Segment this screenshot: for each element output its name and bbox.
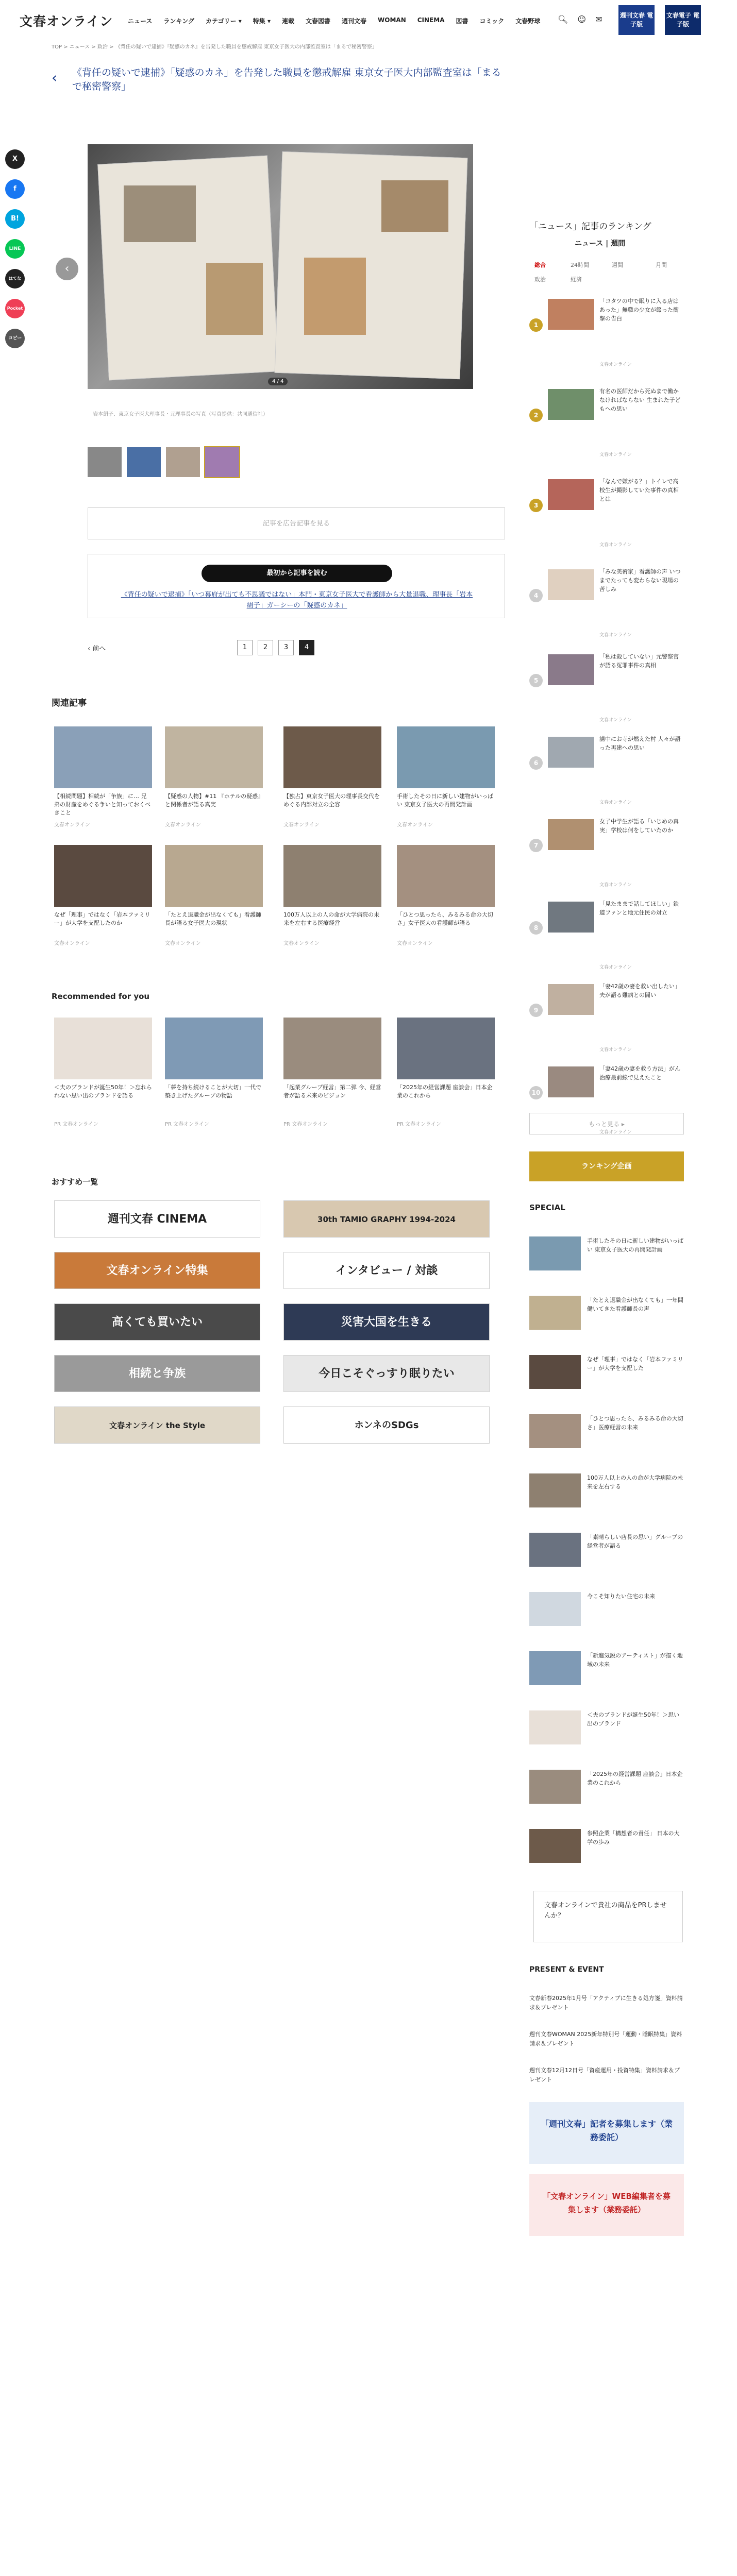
special-image — [529, 1414, 581, 1448]
related-text: 「ひとつ思ったら、みるみる命の大切さ」女子医大の看護師が語る — [397, 911, 493, 926]
ranking-text: 有名の医師だから死ぬまで働かなければならない 生まれた子どもへの思い — [599, 388, 681, 412]
ranking-text: 「私は殺していない」元警察官が語る冤罪事件の真相 — [599, 653, 679, 669]
ranking-text: 「なんで嫌がる？」トイレで高校生が撮影していた事件の真相とは — [599, 478, 679, 502]
banner-souzoku[interactable]: 相続と争族 — [54, 1355, 260, 1392]
recommended-byline: PR 文春オンライン — [165, 1122, 209, 1127]
rank-badge: 9 — [529, 1004, 543, 1017]
special-text: なぜ「理事」ではなく「岩本ファミリー」が大学を支配した — [587, 1356, 683, 1371]
ranking-item[interactable] — [529, 564, 684, 652]
page-link[interactable]: 1 — [237, 640, 253, 655]
ranking-item[interactable] — [529, 649, 684, 737]
special-title: SPECIAL — [529, 1203, 565, 1212]
special-text: 今こそ知りたい住宅の未来 — [587, 1593, 655, 1600]
special-text: 「ひとつ思ったら、みるみる命の大切さ」医療経営の未来 — [587, 1415, 683, 1431]
special-image — [529, 1296, 581, 1330]
special-image — [529, 1651, 581, 1685]
read-from-start-button[interactable]: 最初から記事を読む — [202, 565, 392, 582]
related-card[interactable] — [54, 726, 152, 828]
banner-takakutemo[interactable]: 高くても買いたい — [54, 1303, 260, 1341]
banner-interview[interactable]: インタビュー / 対談 — [283, 1252, 490, 1289]
ranking-text: 女子中学生が語る「いじめの真実」学校は何をしていたのか — [599, 818, 679, 834]
related-image — [54, 845, 152, 907]
related-card[interactable] — [54, 845, 152, 946]
related-image — [165, 845, 263, 907]
page-link[interactable]: 2 — [258, 640, 273, 655]
related-image — [397, 845, 495, 907]
related-image — [54, 726, 152, 788]
thumbnail[interactable] — [205, 447, 239, 477]
ranking-item[interactable] — [529, 474, 684, 562]
header-icons — [558, 14, 602, 24]
ranking-tab[interactable]: 経済 — [571, 276, 582, 283]
recommended-card[interactable] — [397, 1018, 495, 1127]
nav-item[interactable]: WOMAN — [378, 16, 406, 24]
banner-saigai[interactable]: 災害大国を生きる — [283, 1303, 490, 1341]
ranking-item[interactable] — [529, 294, 684, 381]
ranking-text: 「見たままで話してほしい」鉄道ファンと地元住民の対立 — [599, 901, 679, 916]
rank-badge: 6 — [529, 756, 543, 770]
related-text: 【独占】東京女子医大の理事長交代をめぐる内部対立の全容 — [283, 793, 380, 808]
recommended-title: Recommended for you — [52, 992, 150, 1001]
ranking-text: 講中にお寺が燃えた村 人々が語った再建への思い — [599, 736, 681, 751]
related-text: 【疑惑の人物】#11 『ホテルの疑惑』と関係者が語る真実 — [165, 793, 261, 808]
photo-print — [124, 185, 196, 242]
ranking-tabs — [529, 258, 683, 289]
photo-counter: 4 / 4 — [268, 378, 288, 385]
photo-print — [381, 180, 448, 232]
nav-item[interactable]: コミック — [479, 18, 505, 25]
continue-link[interactable]: 《背任の疑いで逮捕》「いつ幕府が出ても不思議ではない」本門・東京女子医大で看護師から大量退職、理事長「岩本絹子」ガーシーの「疑惑のカネ」 — [121, 591, 473, 609]
related-text: なぜ「理事」ではなく「岩本ファミリー」が大学を支配したのか — [54, 911, 150, 926]
ranking-byline: 文春オンライン — [599, 883, 632, 888]
nav-item[interactable]: ランキング — [163, 18, 195, 25]
special-image — [529, 1710, 581, 1744]
search-icon[interactable]: 🔍︎ — [558, 14, 568, 24]
special-text: ＜夫のブランドが誕生50年！＞思い出のブランド — [587, 1711, 679, 1727]
nav-item[interactable]: 連載 — [281, 18, 294, 25]
recommended-text: ＜夫のブランドが誕生50年！＞忘れられない思い出のブランドを語る — [54, 1084, 152, 1099]
photo-caption: 岩本絹子、東京女子医大理事長・元理事長の写真（写真提供：共同通信社） — [93, 412, 268, 417]
special-item[interactable] — [529, 1592, 684, 1659]
ranking-byline: 文春オンライン — [599, 633, 632, 638]
present-item[interactable]: 週刊文春12月12日号「資産運用・投資特集」資料請求＆プレゼント — [529, 2067, 680, 2083]
thumbnail[interactable] — [88, 447, 122, 477]
ranking-byline: 文春オンライン — [599, 800, 632, 805]
banner-sdgs[interactable]: ホンネのSDGs — [283, 1406, 490, 1444]
nav-item[interactable]: ニュース — [128, 18, 153, 25]
photo-print — [206, 263, 263, 335]
ranking-image — [548, 299, 594, 330]
ranking-subtitle: ニュース | 週間 — [575, 240, 626, 248]
site-header — [0, 0, 737, 41]
ranking-text: 「妻42歳の妻を救う方法」がん治療最前線で見えたこと — [599, 1065, 680, 1081]
recommended-image — [397, 1018, 495, 1079]
nav-item[interactable]: 文春野球 — [515, 18, 541, 25]
special-text: 「たとえ退職金が出なくても」一年間働いてきた看護師長の声 — [587, 1297, 683, 1312]
main-nav — [128, 16, 540, 25]
related-text: 「たとえ退職金が出なくても」看護師長が語る女子医大の現状 — [165, 911, 261, 926]
ranking-item[interactable] — [529, 896, 684, 984]
special-item[interactable] — [529, 1533, 684, 1600]
ranking-text: 「みな美術家」看護師の声 いつまでたっても変わらない現場の苦しみ — [599, 568, 681, 592]
related-byline: 文春オンライン — [165, 822, 201, 828]
chevron-left-icon[interactable]: ‹ — [52, 69, 58, 86]
special-image — [529, 1829, 581, 1863]
rank-badge: 4 — [529, 589, 543, 602]
hatena-bookmark-button[interactable]: はてな — [5, 269, 25, 289]
carousel-prev-button[interactable]: ‹ — [56, 258, 78, 280]
special-item[interactable] — [529, 1710, 684, 1777]
recommended-text: 「起業グループ経営」第二弾 今、経営者が語る未来のビジョン — [283, 1084, 381, 1099]
special-item[interactable] — [529, 1770, 684, 1837]
ranking-byline: 文春オンライン — [599, 452, 632, 457]
banner-thestyle[interactable]: 文春オンライン the Style — [54, 1406, 260, 1444]
nav-item[interactable]: 図書 — [456, 18, 468, 25]
continue-reading-box — [88, 554, 505, 618]
ranking-item[interactable] — [529, 979, 684, 1066]
recommended-byline: PR 文春オンライン — [283, 1122, 328, 1127]
related-card[interactable] — [165, 726, 263, 828]
related-image — [283, 726, 381, 788]
ranking-ad-banner[interactable]: ランキング企画 — [529, 1151, 684, 1181]
article-photo[interactable] — [88, 144, 473, 389]
ranking-image — [548, 984, 594, 1015]
pagination — [88, 638, 500, 658]
special-image — [529, 1355, 581, 1389]
related-image — [283, 845, 381, 907]
recruit-banner-editor[interactable]: 「文春オンライン」WEB編集者を募集します（業務委託） — [529, 2174, 684, 2236]
related-image — [397, 726, 495, 788]
ranking-image — [548, 902, 594, 933]
related-text: 手術したその日に新しい建物がいっぱい 東京女子医大の再開発計画 — [397, 793, 493, 808]
ranking-byline: 文春オンライン — [599, 718, 632, 723]
ranking-byline: 文春オンライン — [599, 1130, 632, 1135]
recommended-card[interactable] — [283, 1018, 381, 1127]
ranking-tab[interactable]: 週間 — [612, 262, 623, 268]
page-link-current[interactable]: 4 — [299, 640, 314, 655]
ranking-image — [548, 1066, 594, 1097]
rank-badge: 10 — [529, 1086, 543, 1099]
special-image — [529, 1533, 581, 1567]
rank-badge: 5 — [529, 674, 543, 687]
ranking-byline: 文春オンライン — [599, 1047, 632, 1053]
ranking-tab[interactable]: 24時間 — [571, 262, 589, 268]
ranking-image — [548, 569, 594, 600]
ranking-image — [548, 479, 594, 510]
present-item[interactable]: 文春新春2025年1月号「アクティブに生きる処方箋」資料請求＆プレゼント — [529, 1995, 683, 2011]
related-text: 【相続問題】相続が「争族」に… 兄弟の財産をめぐる争いと知っておくべきこと — [54, 793, 150, 816]
recommended-byline: PR 文春オンライン — [397, 1122, 441, 1127]
related-byline: 文春オンライン — [283, 941, 320, 946]
nav-item[interactable]: CINEMA — [417, 16, 445, 24]
site-logo[interactable]: 文春オンライン — [20, 14, 113, 29]
related-byline: 文春オンライン — [397, 822, 433, 828]
breadcrumb[interactable]: TOP > ニュース > 政治 > 《背任の疑いで逮捕》『疑惑のカネ』を告発した職員を懲戒解雇 東京女子医大の内部監査室は「まるで秘密警察」 — [52, 44, 377, 50]
nav-item[interactable]: 文春図書 — [306, 18, 331, 25]
special-item[interactable] — [529, 1829, 684, 1896]
special-image — [529, 1592, 581, 1626]
mail-icon[interactable]: ✉ — [595, 14, 602, 24]
rank-badge: 2 — [529, 409, 543, 422]
ranking-tab[interactable]: 政治 — [534, 276, 546, 283]
recommended-text: 「2025年の経営課題 座談会」日本企業のこれから — [397, 1084, 493, 1099]
rank-badge: 1 — [529, 318, 543, 332]
photo-thumbnails — [88, 447, 239, 477]
banner-special[interactable]: 文春オンライン特集 — [54, 1252, 260, 1289]
ranking-tab[interactable]: 総合 — [534, 262, 546, 268]
related-text: 100万人以上の人の命が大学病院の未来を左右する医療経営 — [283, 911, 379, 926]
present-title: PRESENT & EVENT — [529, 1965, 604, 1974]
recommended-byline: PR 文春オンライン — [54, 1122, 98, 1127]
special-image — [529, 1473, 581, 1507]
special-item[interactable] — [529, 1355, 684, 1422]
ad-box[interactable]: 記事を広告記事を見る — [88, 507, 505, 539]
ranking-more-button[interactable]: もっと見る ▸ — [529, 1113, 684, 1134]
rank-badge: 8 — [529, 921, 543, 935]
thumbnail[interactable] — [166, 447, 200, 477]
special-text: 参照企業「構想者の責任」 日本の大学の歩み — [587, 1830, 680, 1845]
ranking-title: 「ニュース」記事のランキング — [529, 222, 651, 232]
special-image — [529, 1770, 581, 1804]
recommended-image — [283, 1018, 381, 1079]
related-byline: 文春オンライン — [165, 941, 201, 946]
special-item[interactable] — [529, 1651, 684, 1718]
page-link[interactable]: 3 — [278, 640, 294, 655]
pager-prev[interactable]: ‹ 前へ — [88, 645, 106, 653]
related-image — [165, 726, 263, 788]
special-item[interactable] — [529, 1414, 684, 1481]
recruit-banner-reporter[interactable]: 「週刊文春」記者を募集します（業務委託） — [529, 2102, 684, 2164]
recommended-image — [54, 1018, 152, 1079]
recommended-image — [165, 1018, 263, 1079]
share-bar — [5, 149, 27, 359]
related-card[interactable] — [283, 845, 381, 946]
recommended-card[interactable] — [54, 1018, 152, 1127]
ranking-text: 「コタツの中で眠りに入る店はあった」無職の少女が綴った衝撃の告白 — [599, 298, 679, 322]
ranking-image — [548, 819, 594, 850]
rank-badge: 7 — [529, 839, 543, 852]
related-card[interactable] — [397, 726, 495, 828]
ranking-item[interactable] — [529, 384, 684, 471]
related-card[interactable] — [165, 845, 263, 946]
related-card[interactable] — [397, 845, 495, 946]
recommended-text: 「夢を持ち続けることが大切」一代で築き上げたグループの物語 — [165, 1084, 261, 1099]
hatena-share-button[interactable]: B! — [5, 209, 25, 229]
copy-link-button[interactable]: コピー — [5, 329, 25, 348]
ranking-image — [548, 654, 594, 685]
ranking-text: 「妻42歳の妻を救い出したい」夫が語る難病との闘い — [599, 983, 680, 998]
ranking-byline: 文春オンライン — [599, 362, 632, 367]
banner-tamio[interactable]: 30th TAMIO GRAPHY 1994-2024 — [283, 1200, 490, 1238]
bunshun-digital-button[interactable]: 週刊文春 電子版 — [618, 5, 655, 35]
special-text: 手術したその日に新しい建物がいっぱい 東京女子医大の再開発計画 — [587, 1238, 683, 1253]
ranking-image — [548, 737, 594, 768]
nav-item[interactable]: 特集 ▾ — [253, 18, 271, 25]
ranking-byline: 文春オンライン — [599, 965, 632, 970]
special-text: 「2025年の経営課題 座談会」日本企業のこれから — [587, 1771, 683, 1786]
ranking-item[interactable] — [529, 732, 684, 819]
osusume-title: おすすめ一覧 — [52, 1177, 98, 1187]
ranking-tab[interactable]: 月間 — [656, 262, 667, 268]
special-text: 「新進気鋭のアーティスト」が描く地域の未来 — [587, 1652, 683, 1668]
related-byline: 文春オンライン — [397, 941, 433, 946]
thumbnail[interactable] — [127, 447, 161, 477]
x-share-button[interactable]: X — [5, 149, 25, 169]
special-image — [529, 1236, 581, 1270]
nav-item[interactable]: 週刊文春 — [342, 18, 367, 25]
nav-item[interactable]: カテゴリー ▾ — [206, 18, 242, 25]
pocket-share-button[interactable]: Pocket — [5, 299, 25, 318]
banner-cinema[interactable]: 週刊文春 CINEMA — [54, 1200, 260, 1238]
special-text: 「素晴らしい店長の思い」グループの経営者が語る — [587, 1534, 683, 1549]
special-item[interactable] — [529, 1296, 684, 1363]
related-byline: 文春オンライン — [283, 822, 320, 828]
bunshun-denshi-button[interactable]: 文春電子 電子版 — [665, 5, 701, 35]
pr-banner[interactable]: 文春オンラインで貴社の商品をPRしませんか？ — [533, 1891, 683, 1942]
special-item[interactable] — [529, 1473, 684, 1540]
present-item[interactable]: 週刊文春WOMAN 2025新年特別号「運動・睡眠特集」資料請求＆プレゼント — [529, 2031, 682, 2047]
related-byline: 文春オンライン — [54, 822, 90, 828]
related-byline: 文春オンライン — [54, 941, 90, 946]
recommended-card[interactable] — [165, 1018, 263, 1127]
ranking-image — [548, 389, 594, 420]
user-icon[interactable]: ☺ — [577, 14, 586, 24]
related-card[interactable] — [283, 726, 381, 828]
related-title: 関連記事 — [52, 698, 87, 708]
photo-print — [304, 258, 366, 335]
ranking-item[interactable] — [529, 814, 684, 902]
ranking-byline: 文春オンライン — [599, 543, 632, 548]
ranking-item[interactable] — [529, 1061, 684, 1149]
special-item[interactable] — [529, 1236, 684, 1303]
rank-badge: 3 — [529, 499, 543, 512]
article-title[interactable]: 《背任の疑いで逮捕》「疑惑のカネ」を告発した職員を懲戒解雇 東京女子医大内部監査室は「まるで秘密警察」 — [72, 67, 501, 92]
line-share-button[interactable]: LINE — [5, 239, 25, 259]
special-text: 100万人以上の人の命が大学病院の未来を左右する — [587, 1475, 683, 1490]
banner-nemuri[interactable]: 今日こそぐっすり眠りたい — [283, 1355, 490, 1392]
facebook-share-button[interactable]: f — [5, 179, 25, 199]
